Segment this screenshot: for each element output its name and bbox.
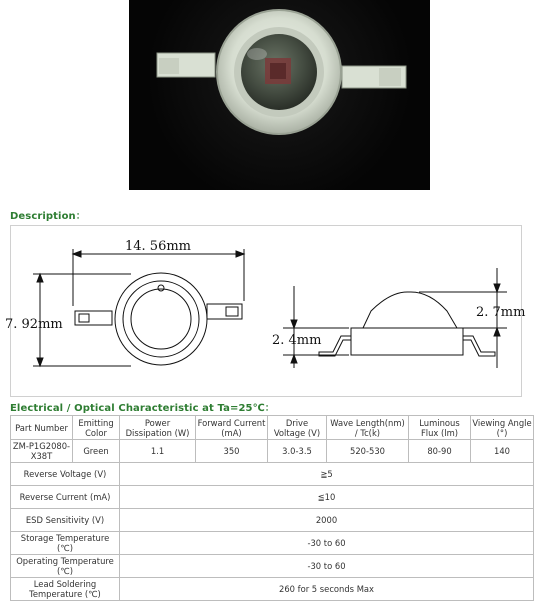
header-cell: Drive Voltage (V): [268, 416, 327, 440]
rating-value: -30 to 60: [120, 555, 534, 578]
rating-row: [11, 532, 534, 555]
rating-value: 260 for 5 seconds Max: [120, 578, 534, 601]
header-cell: Luminous Flux (lm): [409, 416, 471, 440]
rating-value: -30 to 60: [120, 532, 534, 555]
electrical-title: Electrical / Optical Characteristic at Ta=25℃：: [10, 403, 275, 414]
table-cell: Green: [73, 440, 120, 463]
table-cell: 140: [471, 440, 534, 463]
product-photo: [129, 0, 430, 190]
rating-label: Operating Temperature (℃): [11, 555, 120, 578]
table-cell: 3.0-3.5: [268, 440, 327, 463]
rating-label: Reverse Current (mA): [11, 486, 120, 509]
table-cell: ZM-P1G2080-X38T: [11, 440, 73, 463]
rating-row: [11, 486, 534, 509]
header-cell: Emitting Color: [73, 416, 120, 440]
rating-value: ≧5: [120, 463, 534, 486]
header-cell: Viewing Angle (°): [472, 417, 532, 438]
led-photo-illustration: [129, 0, 430, 190]
header-cell: Part Number: [11, 416, 73, 440]
rating-row: [11, 578, 534, 601]
description-title: Description：: [10, 211, 86, 222]
table-cell: 350: [196, 440, 268, 463]
table-header-row: [11, 416, 534, 440]
lens-height-label: 2. 7mm: [476, 305, 526, 320]
width-dimension-label: 14. 56mm: [125, 239, 192, 254]
table-cell: 80-90: [409, 440, 471, 463]
rating-value: ≦10: [120, 486, 534, 509]
spec-table: [10, 415, 534, 601]
header-cell: Wave Length(nm) / Tc(k): [327, 416, 409, 440]
height-dimension-label: 7. 92mm: [5, 317, 63, 332]
rating-label: ESD Sensitivity (V): [11, 509, 120, 532]
rating-row: [11, 555, 534, 578]
dimension-diagram: [5, 225, 526, 397]
rating-value: 2000: [120, 509, 534, 532]
rating-label: Reverse Voltage (V): [11, 463, 120, 486]
rating-label: Lead Soldering Temperature (℃): [11, 578, 120, 601]
header-cell: Power Dissipation (W): [120, 416, 196, 440]
rating-row: [11, 509, 534, 532]
rating-row: [11, 463, 534, 486]
table-row: [11, 440, 534, 463]
table-cell: 520-530: [327, 440, 409, 463]
base-height-label: 2. 4mm: [272, 333, 322, 348]
table-cell: 1.1: [120, 440, 196, 463]
header-cell: Forward Current (mA): [196, 416, 268, 440]
rating-label: Storage Temperature (℃): [11, 532, 120, 555]
